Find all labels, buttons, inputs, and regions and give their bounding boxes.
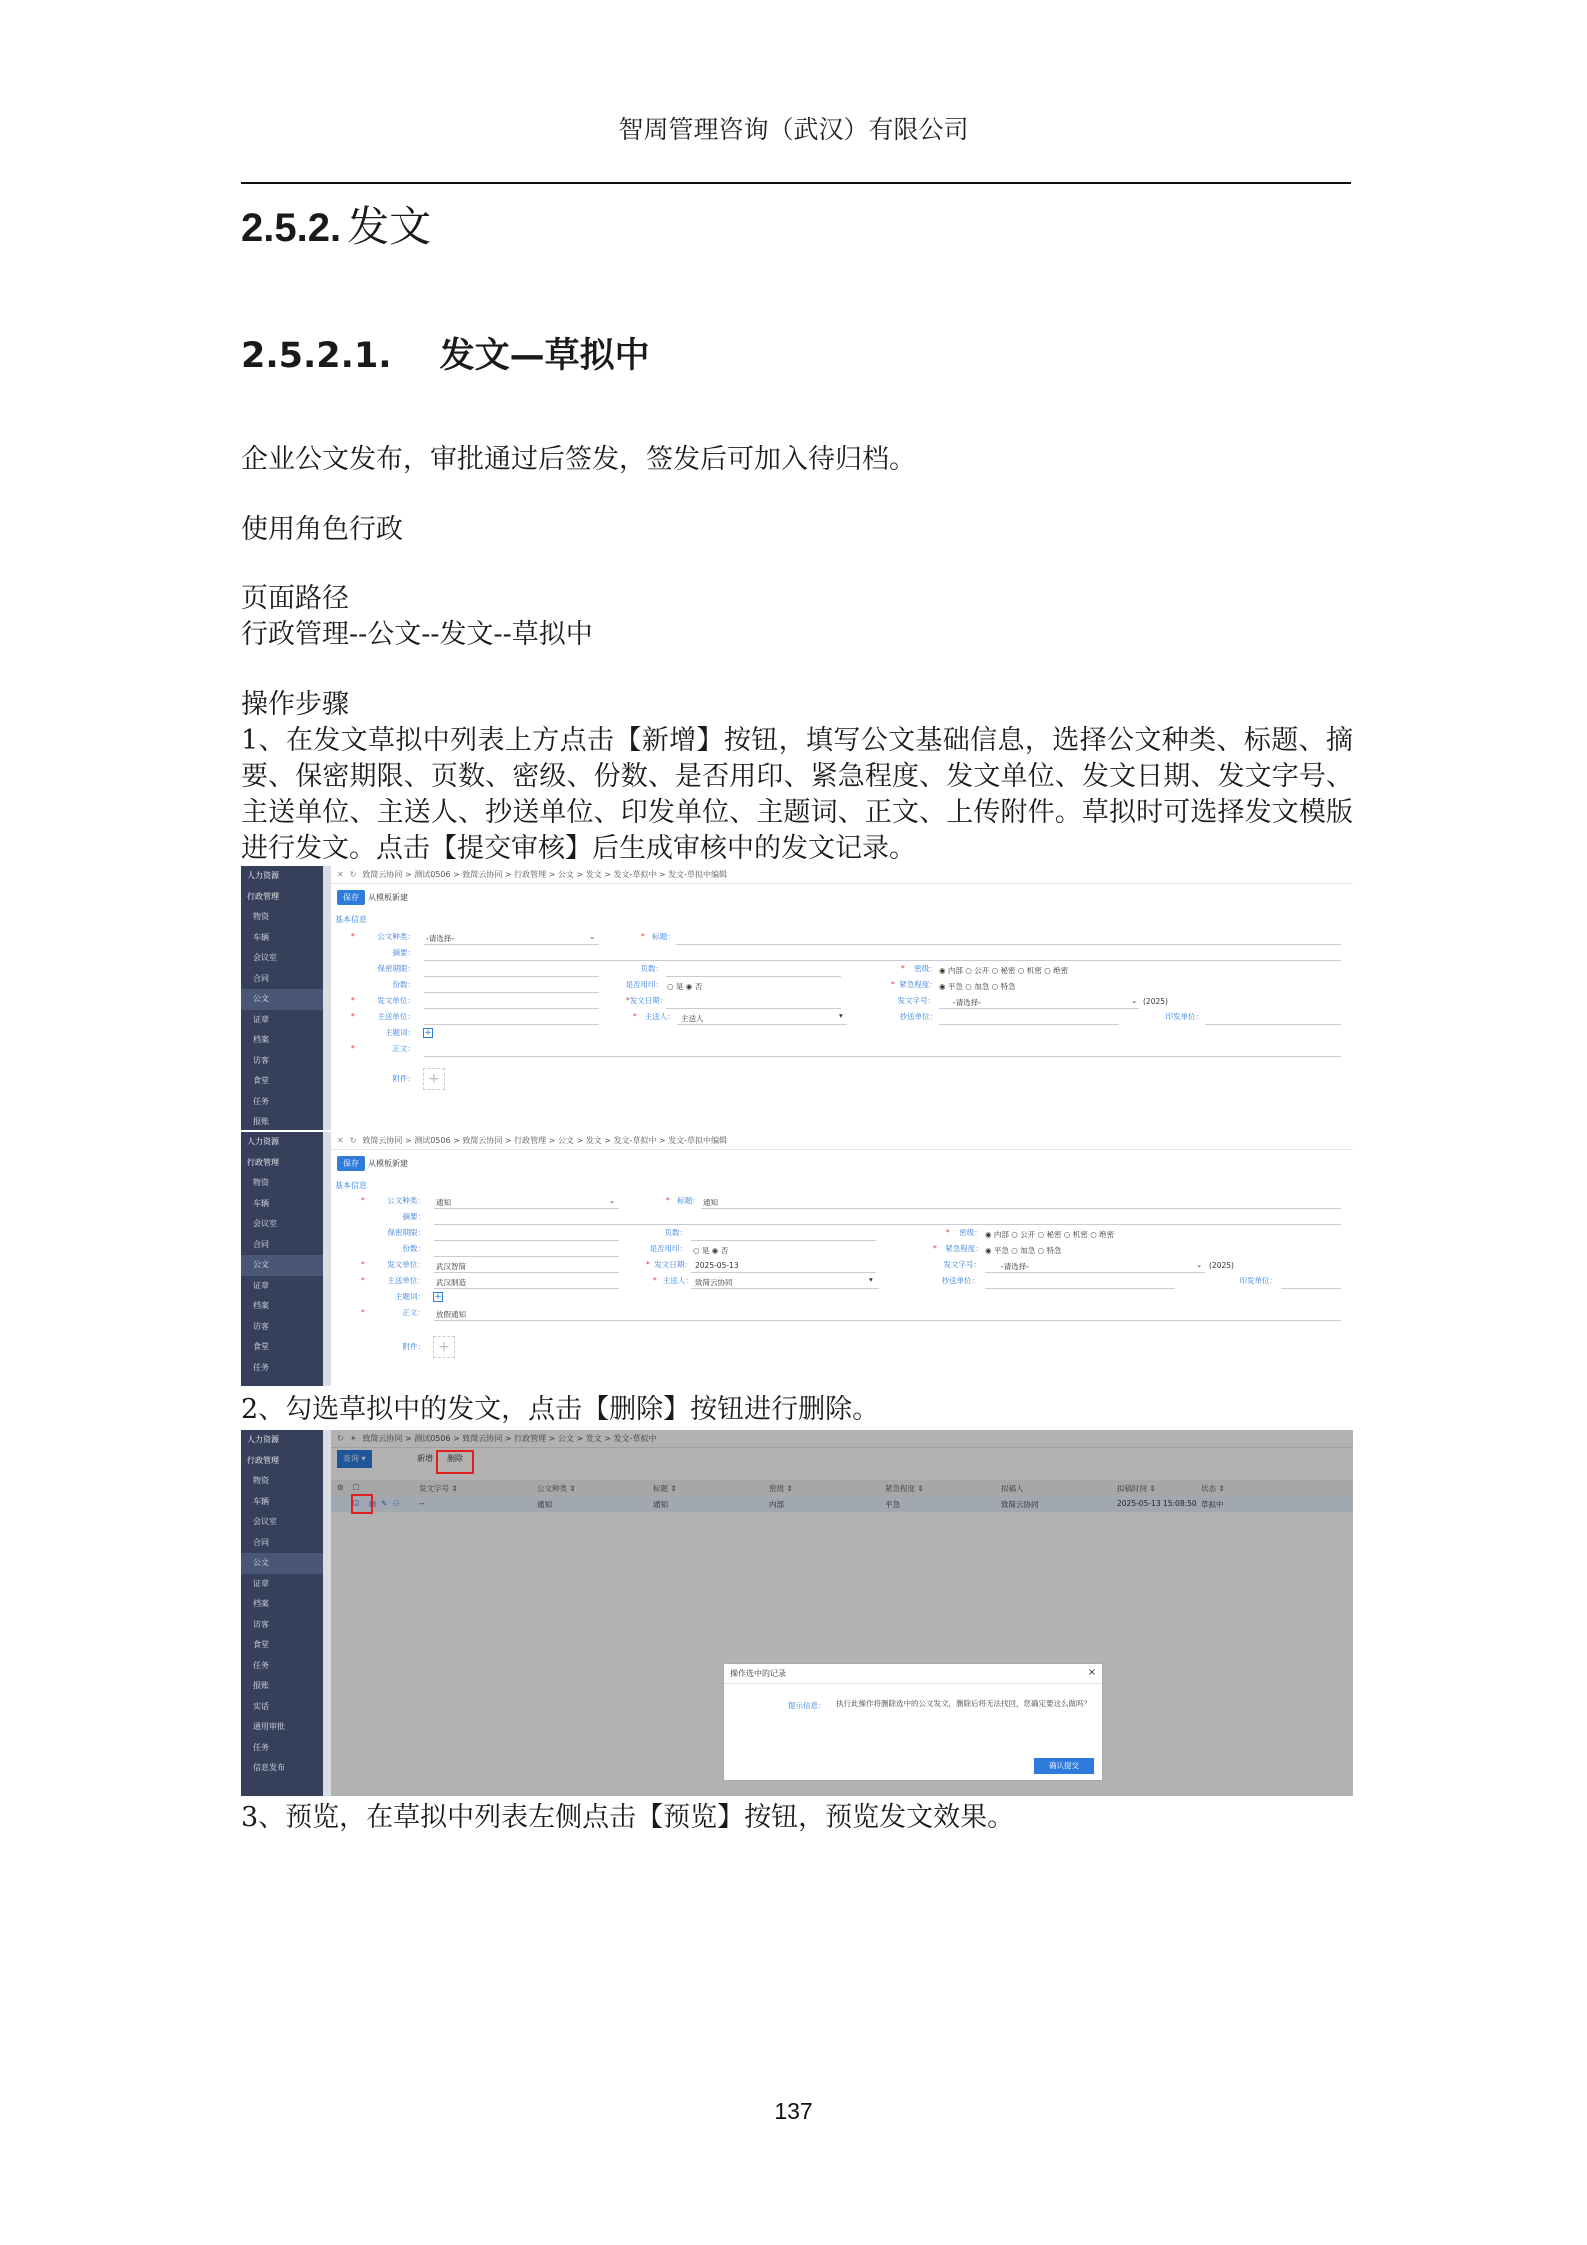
field-label: 印发单位：: [1165, 1012, 1203, 1021]
sidebar-item[interactable]: 公文: [241, 989, 323, 1010]
field-label: * 密级：: [946, 1228, 982, 1237]
select-all-checkbox[interactable]: ☐: [353, 1483, 360, 1492]
column-header[interactable]: 紧急程度 ⇕: [885, 1484, 924, 1493]
chevron-down-icon: ⌄: [609, 1196, 616, 1205]
breadcrumb: [331, 1132, 1353, 1150]
sidebar-item[interactable]: 会议室: [253, 953, 277, 962]
field-label: * 主送单位：: [361, 1276, 425, 1285]
chevron-down-icon: ⌄: [589, 932, 596, 941]
steps-label: 操作步骤: [241, 689, 349, 720]
field-label: 份数：: [392, 980, 415, 989]
secret-level-radios[interactable]: ◉ 内部 ○ 公开 ○ 秘密 ○ 机密 ○ 绝密: [939, 966, 1069, 975]
print-unit-input[interactable]: [1281, 1288, 1341, 1289]
field-label: 主题词：: [385, 1028, 415, 1037]
field-label: * 发文单位：: [361, 1260, 425, 1269]
issuer-input[interactable]: 武汉智简: [436, 1262, 466, 1271]
field-label: 份数：: [402, 1244, 425, 1253]
field-label: * 主送单位：: [351, 1012, 415, 1021]
subsection-title: 发文—草拟中: [439, 336, 650, 376]
dialog-message: 执行此操作将删除选中的公文发文，删除后将无法找回，您确定要这么做吗？: [836, 1699, 1091, 1708]
print-unit-input[interactable]: [1205, 1024, 1341, 1025]
doc-year: (2025): [1143, 997, 1168, 1006]
subsection-heading: [241, 328, 650, 378]
field-label: * 正文：: [361, 1308, 425, 1317]
kind-select[interactable]: -请选择-: [426, 934, 454, 943]
sidebar-item[interactable]: 证章: [253, 1578, 269, 1588]
field-label: * 主送人：: [633, 1012, 675, 1021]
path-label: 页面路径: [241, 583, 349, 614]
field-label: * 公文种类：: [361, 1196, 425, 1205]
field-label: * 发文日期：: [646, 1260, 692, 1269]
sidebar: [241, 1430, 323, 1796]
summary-input[interactable]: [434, 1224, 1341, 1225]
field-label: 抄送单位：: [899, 1012, 937, 1021]
pages-input[interactable]: [691, 1240, 876, 1241]
sidebar-item[interactable]: 证章: [253, 1014, 269, 1024]
body-input[interactable]: [424, 1056, 1341, 1057]
sidebar-item[interactable]: 行政管理: [247, 891, 279, 901]
sidebar-item[interactable]: 行政管理: [247, 1157, 279, 1167]
table-cell: 通知: [537, 1500, 552, 1509]
title-input[interactable]: 通知: [703, 1198, 718, 1207]
sidebar-item[interactable]: 行政管理: [247, 1455, 279, 1465]
field-label: 主题词：: [395, 1292, 425, 1301]
field-label: * 密级：: [901, 964, 937, 973]
issuer-input[interactable]: [424, 1008, 599, 1009]
secret-level-radios[interactable]: ◉ 内部 ○ 公开 ○ 秘密 ○ 机密 ○ 绝密: [985, 1230, 1115, 1239]
table-cell: 内部: [769, 1500, 784, 1509]
field-label: 是否用印：: [649, 1244, 687, 1253]
field-label: * 紧急程度：: [891, 980, 937, 989]
edit-icon[interactable]: ✎: [381, 1499, 388, 1508]
close-icon[interactable]: ✕: [337, 1136, 344, 1145]
field-label: 发文字号：: [897, 996, 935, 1005]
sidebar-item[interactable]: 人力资源: [247, 871, 279, 880]
subsection-number: 2.5.2.1.: [241, 336, 392, 376]
field-label: 摘要：: [402, 1212, 425, 1221]
query-label: 查询: [343, 1454, 359, 1463]
field-line: [434, 1208, 619, 1209]
section-heading: [241, 194, 431, 254]
confirm-submit-button[interactable]: 确认提交: [1034, 1758, 1094, 1774]
column-header[interactable]: 发文字号 ⇕: [419, 1484, 458, 1493]
page-header: 智周管理咨询（武汉）有限公司: [618, 115, 969, 144]
doc-no-select[interactable]: -请选择-: [953, 998, 981, 1007]
sidebar-item[interactable]: 档案: [253, 1035, 269, 1044]
close-icon[interactable]: ✕: [337, 870, 344, 879]
upload-attachment-button[interactable]: +: [423, 1068, 445, 1090]
field-label: 是否用印：: [625, 980, 663, 989]
sidebar-item[interactable]: 公文: [241, 1553, 323, 1574]
sidebar-item[interactable]: 通用审批: [253, 1722, 285, 1731]
role-paragraph: 使用角色行政: [241, 514, 403, 545]
highlight-checkbox: [351, 1494, 373, 1514]
secret-term-input[interactable]: [424, 976, 599, 977]
column-header[interactable]: 密级 ⇕: [769, 1484, 793, 1493]
splitter[interactable]: [323, 1132, 331, 1386]
field-line: [424, 944, 599, 945]
main-unit-input[interactable]: 武汉制造: [436, 1278, 466, 1287]
cc-unit-input[interactable]: [985, 1288, 1175, 1289]
pin-icon[interactable]: ✦: [349, 1434, 357, 1443]
flow-icon[interactable]: ⚇: [393, 1499, 400, 1508]
field-label: 页数：: [640, 964, 663, 973]
field-label: 摘要：: [392, 948, 415, 957]
section-title: 基本信息: [335, 1181, 367, 1190]
main-person-select[interactable]: 致简云协同: [695, 1278, 733, 1287]
add-keyword-icon[interactable]: +: [424, 1028, 432, 1038]
caret-down-icon: ▾: [869, 1275, 873, 1284]
field-line: [677, 1024, 847, 1025]
sidebar-item[interactable]: 档案: [253, 1599, 269, 1608]
kind-select[interactable]: 通知: [436, 1198, 451, 1207]
sidebar-item[interactable]: 车辆: [253, 932, 269, 942]
field-line: [691, 1288, 879, 1289]
sidebar-item[interactable]: 食堂: [253, 1076, 269, 1085]
splitter[interactable]: [323, 1430, 331, 1796]
sidebar-item[interactable]: 人力资源: [247, 1137, 279, 1146]
sidebar-item[interactable]: 人力资源: [247, 1435, 279, 1444]
sidebar: [241, 866, 323, 1130]
section-title: 发文: [347, 202, 432, 251]
sidebar-item[interactable]: 物资: [253, 1476, 269, 1485]
sidebar-item[interactable]: 车辆: [253, 1198, 269, 1208]
field-line: [434, 1320, 1341, 1321]
sidebar-item[interactable]: 物资: [253, 912, 269, 921]
field-label: 印发单位：: [1239, 1276, 1277, 1285]
table-cell: 通知: [653, 1500, 668, 1509]
upload-attachment-button[interactable]: +: [433, 1336, 455, 1358]
sidebar-item[interactable]: 实话: [253, 1701, 269, 1711]
sidebar-item[interactable]: 证章: [253, 1280, 269, 1290]
column-header[interactable]: 标题 ⇕: [653, 1484, 677, 1493]
intro-paragraph: 企业公文发布，审批通过后签发，签发后可加入待归档。: [241, 444, 916, 475]
sidebar-item[interactable]: 食堂: [253, 1640, 269, 1649]
issue-date-input[interactable]: 2025-05-13: [695, 1261, 739, 1270]
delete-button[interactable]: 删除: [447, 1454, 463, 1463]
field-label: 保密期限：: [377, 964, 415, 973]
table-cell: 草拟中: [1201, 1500, 1224, 1509]
use-seal-radios[interactable]: ○ 是 ◉ 否: [667, 982, 703, 991]
from-template-button[interactable]: 从模板新建: [368, 1159, 408, 1168]
sidebar-item[interactable]: 报账: [253, 1681, 269, 1690]
field-line: [434, 1272, 619, 1273]
screenshot-filled-form: [241, 1132, 1353, 1386]
field-label: * 发文单位：: [351, 996, 415, 1005]
screenshot-new-form: [241, 866, 1353, 1130]
sidebar-item[interactable]: 任务: [253, 1660, 269, 1670]
pages-input[interactable]: [666, 976, 841, 977]
confirm-dialog: [723, 1663, 1103, 1781]
sidebar-item[interactable]: 会议室: [253, 1517, 277, 1526]
field-label: * 正文：: [351, 1044, 415, 1053]
column-header[interactable]: 拟稿时间 ⇕: [1117, 1484, 1156, 1493]
refresh-icon[interactable]: ↻: [337, 1434, 344, 1443]
secret-term-input[interactable]: [434, 1240, 619, 1241]
sidebar-item[interactable]: 任务: [253, 1362, 269, 1372]
sidebar-item[interactable]: 档案: [253, 1301, 269, 1310]
sidebar-item[interactable]: 会议室: [253, 1219, 277, 1228]
breadcrumb-text: 致简云协同 > 测试0506 > 致简云协同 > 行政管理 > 公文 > 发文 > 发文-草拟中: [362, 1434, 657, 1443]
dialog-title: 操作选中的记录: [724, 1664, 1102, 1684]
sidebar-item[interactable]: 物资: [253, 1178, 269, 1187]
breadcrumb-text: 致简云协同 > 测试0506 > 致简云协同 > 行政管理 > 公文 > 发文 > 发文-草拟中 > 发文-草拟中编辑: [362, 1136, 728, 1145]
from-template-button[interactable]: 从模板新建: [368, 893, 408, 902]
copies-input[interactable]: [424, 992, 599, 993]
field-label: 附件：: [392, 1074, 415, 1083]
sidebar-item[interactable]: 访客: [253, 1619, 269, 1629]
page-number: 137: [774, 2098, 813, 2124]
settings-icon[interactable]: ⚙: [337, 1483, 344, 1492]
field-label: * 主送人：: [653, 1276, 693, 1285]
path-paragraph: 行政管理--公文--发文--草拟中: [241, 619, 593, 650]
add-button[interactable]: 新增: [417, 1454, 433, 1463]
table-cell: 平急: [885, 1500, 900, 1509]
field-label: *发文日期：: [626, 996, 668, 1005]
sidebar-item[interactable]: 食堂: [253, 1342, 269, 1351]
dialog-label: 提示信息：: [788, 1701, 826, 1710]
sidebar-item[interactable]: 合同: [253, 1537, 269, 1547]
save-button[interactable]: 保存: [337, 890, 365, 905]
sidebar-item[interactable]: 信息发布: [253, 1763, 285, 1772]
section-number: 2.5.2.: [241, 206, 342, 250]
urgency-radios[interactable]: ◉ 平急 ○ 加急 ○ 特急: [985, 1246, 1062, 1255]
field-label: * 标题：: [666, 1196, 700, 1205]
field-line: [701, 1208, 1341, 1209]
field-label: * 公文种类：: [351, 932, 415, 941]
breadcrumb: [331, 866, 1353, 884]
summary-input[interactable]: [424, 960, 1341, 961]
splitter[interactable]: [323, 866, 331, 1130]
add-keyword-icon[interactable]: +: [434, 1292, 442, 1302]
sidebar-item[interactable]: 任务: [253, 1096, 269, 1106]
field-line: [939, 1008, 1139, 1009]
urgency-radios[interactable]: ◉ 平急 ○ 加急 ○ 特急: [939, 982, 1016, 991]
sidebar-item[interactable]: 任务: [253, 1742, 269, 1752]
main-person-select[interactable]: 主送人: [681, 1014, 704, 1023]
save-button[interactable]: 保存: [337, 1156, 365, 1171]
field-label: 页数：: [664, 1228, 687, 1237]
breadcrumb-text: 致简云协同 > 测试0506 > 致简云协同 > 行政管理 > 公文 > 发文 > 发文-草拟中 > 发文-草拟中编辑: [362, 870, 728, 879]
sidebar-item[interactable]: 合同: [253, 973, 269, 983]
column-header[interactable]: 公文种类 ⇕: [537, 1484, 576, 1493]
step2-paragraph: 2、勾选草拟中的发文，点击【删除】按钮进行删除。: [241, 1394, 880, 1425]
sidebar-item[interactable]: 访客: [253, 1055, 269, 1065]
column-header[interactable]: 拟稿人: [1001, 1484, 1024, 1493]
screenshot-delete-list: [241, 1430, 1353, 1796]
chevron-down-icon: ⌄: [1131, 996, 1138, 1005]
doc-year: (2025): [1209, 1261, 1234, 1270]
cc-unit-input[interactable]: [939, 1024, 1119, 1025]
use-seal-radios[interactable]: ○ 是 ◉ 否: [693, 1246, 729, 1255]
sidebar-item[interactable]: 车辆: [253, 1496, 269, 1506]
section-title: 基本信息: [335, 915, 367, 924]
field-label: 发文字号：: [943, 1260, 981, 1269]
sidebar-item[interactable]: 访客: [253, 1321, 269, 1331]
field-label: 保密期限：: [387, 1228, 425, 1237]
field-label: 抄送单位：: [941, 1276, 979, 1285]
caret-down-icon: ▾: [839, 1011, 843, 1020]
query-button[interactable]: 查询 ▾: [337, 1450, 372, 1468]
field-line: [434, 1288, 619, 1289]
doc-no-select[interactable]: -请选择-: [1001, 1262, 1029, 1271]
sidebar-item[interactable]: 公文: [241, 1255, 323, 1276]
column-header[interactable]: 状态 ⇕: [1201, 1484, 1225, 1493]
field-line: [985, 1272, 1205, 1273]
field-label: 附件：: [402, 1342, 425, 1351]
step3-paragraph: 3、预览，在草拟中列表左侧点击【预览】按钮，预览发文效果。: [241, 1802, 1015, 1833]
header-rule: [241, 182, 1351, 184]
chevron-down-icon: ⌄: [1196, 1260, 1203, 1269]
row-checkbox[interactable]: ☑: [353, 1499, 360, 1508]
step1-paragraph: 1、在发文草拟中列表上方点击【新增】按钮，填写公文基础信息，选择公文种类、标题、摘要、保密期限、页数、密级、份数、是否用印、紧急程度、发文单位、发文日期、发文字号、主送单位、主送人、抄送单位、印发单位、主题词、正文、上传附件。草拟时可选择发文模版进行发文。点击【提交审核】后生成审核中的发文记录。: [241, 725, 1353, 864]
title-input[interactable]: [676, 944, 1341, 945]
field-label: * 紧急程度：: [933, 1244, 983, 1253]
preview-icon[interactable]: ▤: [369, 1499, 377, 1508]
highlight-delete: [436, 1450, 474, 1474]
table-cell: 致简云协同: [1001, 1500, 1039, 1509]
refresh-icon[interactable]: ↻: [349, 1136, 357, 1145]
table-cell: --: [419, 1499, 425, 1508]
sidebar: [241, 1132, 323, 1386]
field-line: [691, 1272, 876, 1273]
main-unit-input[interactable]: [424, 1024, 599, 1025]
refresh-icon[interactable]: ↻: [349, 870, 357, 879]
table-cell: 2025-05-13 15:08:50: [1117, 1499, 1197, 1508]
copies-input[interactable]: [434, 1256, 619, 1257]
sidebar-item[interactable]: 合同: [253, 1239, 269, 1249]
issue-date-input[interactable]: [666, 1008, 841, 1009]
body-input[interactable]: 放假通知: [436, 1310, 466, 1319]
field-label: * 标题：: [641, 932, 675, 941]
sidebar-item[interactable]: 报账: [253, 1117, 269, 1126]
close-icon[interactable]: ×: [1087, 1667, 1096, 1678]
